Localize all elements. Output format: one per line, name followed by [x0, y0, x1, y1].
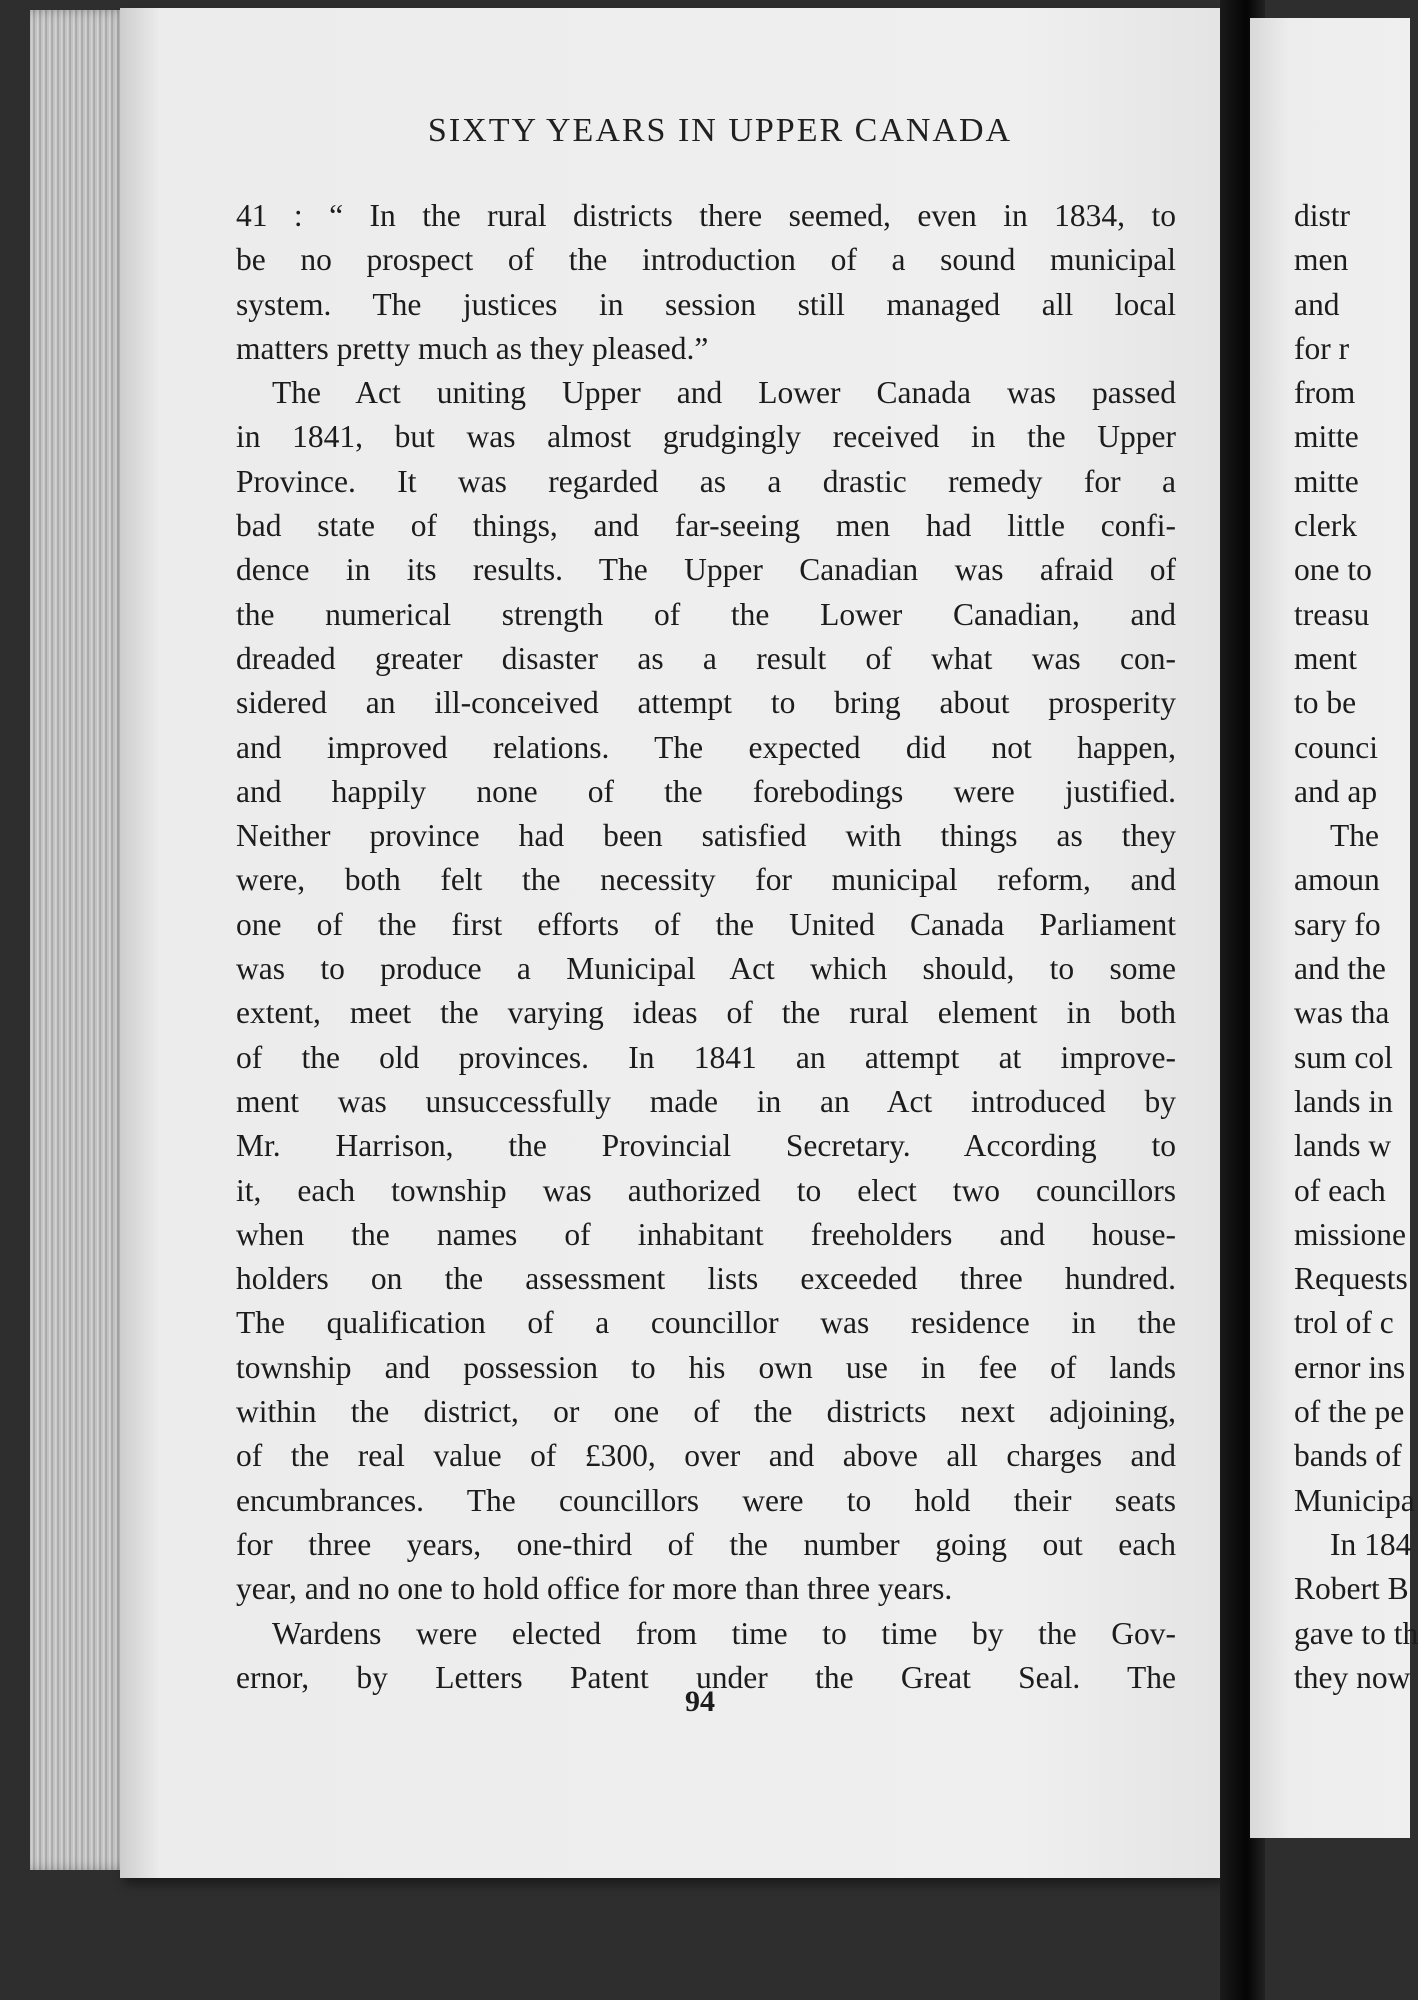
text-line: from: [1294, 375, 1356, 411]
text-line: lands w: [1294, 1128, 1392, 1164]
text-line: ernor, by Letters Patent under the Great Seal. The: [236, 1659, 1176, 1695]
text-line: were, both felt the necessity for municipal reform, and: [236, 862, 1176, 898]
text-line: sidered an ill-conceived attempt to bring about prosperity: [236, 685, 1176, 721]
text-line: sum col: [1294, 1039, 1393, 1075]
text-line: mitte: [1294, 419, 1359, 455]
running-head: SIXTY YEARS IN UPPER CANADA: [427, 112, 1013, 149]
text-line: one of the first efforts of the United Canada Parliament: [236, 906, 1176, 942]
text-line: Mr. Harrison, the Provincial Secretary. According to: [236, 1128, 1176, 1164]
text-line: ment: [1294, 640, 1357, 676]
text-line: The Act uniting Upper and Lower Canada was passed: [272, 375, 1176, 411]
text-line: In 184: [1330, 1526, 1412, 1562]
text-line: sary fo: [1294, 906, 1381, 942]
page-number: 94: [685, 1685, 715, 1718]
text-line: was to produce a Municipal Act which should, to some: [236, 951, 1176, 987]
text-line: and: [1294, 286, 1340, 322]
text-line: Robert B: [1294, 1571, 1409, 1607]
text-line: The: [1330, 818, 1379, 854]
text-line: Neither province had been satisfied with things as they: [236, 818, 1176, 854]
text-line: ment was unsuccessfully made in an Act introduced by: [236, 1083, 1176, 1119]
text-line: of the real value of £300, over and above all charges and: [236, 1438, 1176, 1474]
text-line: of the old provinces. In 1841 an attempt at improve-: [236, 1039, 1176, 1075]
text-line: missione: [1294, 1216, 1407, 1252]
text-line: within the district, or one of the districts next adjoining,: [236, 1394, 1176, 1430]
text-line: year, and no one to hold office for more than three years.: [236, 1571, 953, 1607]
text-line: The qualification of a councillor was residence in the: [236, 1305, 1176, 1341]
text-line: mitte: [1294, 463, 1359, 499]
left-page-body-text: [236, 194, 1176, 1700]
text-line: dence in its results. The Upper Canadian was afraid of: [236, 552, 1176, 588]
text-line: dreaded greater disaster as a result of what was con-: [236, 640, 1176, 676]
text-line: counci: [1294, 729, 1378, 765]
text-line: Municipa: [1294, 1482, 1415, 1518]
text-line: be no prospect of the introduction of a sound municipal: [236, 242, 1176, 278]
text-line: and the: [1294, 951, 1386, 987]
text-line: Wardens were elected from time to time by the Gov-: [272, 1615, 1176, 1651]
text-line: Province. It was regarded as a drastic remedy for a: [236, 463, 1176, 499]
text-line: system. The justices in session still managed all local: [236, 286, 1176, 322]
text-line: to be: [1294, 685, 1357, 721]
text-line: they now: [1294, 1659, 1411, 1695]
text-line: one to: [1294, 552, 1372, 588]
text-line: of each: [1294, 1172, 1386, 1208]
text-line: bands of: [1294, 1438, 1402, 1474]
text-line: ernor ins: [1294, 1349, 1406, 1385]
text-line: lands in: [1294, 1083, 1393, 1119]
text-line: trol of c: [1294, 1305, 1394, 1341]
text-line: in 1841, but was almost grudgingly received in the Upper: [236, 419, 1176, 455]
text-line: matters pretty much as they pleased.”: [236, 330, 709, 366]
text-line: holders on the assessment lists exceeded three hundred.: [236, 1261, 1176, 1297]
text-line: for three years, one-third of the number going out each: [236, 1526, 1176, 1562]
text-line: was tha: [1294, 995, 1390, 1031]
text-line: and happily none of the forebodings were justified.: [236, 773, 1176, 809]
text-line: clerk: [1294, 508, 1357, 544]
text-line: treasu: [1294, 596, 1370, 632]
text-line: the numerical strength of the Lower Canadian, and: [236, 596, 1176, 632]
text-line: township and possession to his own use in fee of lands: [236, 1349, 1176, 1385]
text-line: men: [1294, 242, 1349, 278]
text-line: it, each township was authorized to elect two councillors: [236, 1172, 1176, 1208]
text-line: gave to th: [1294, 1615, 1418, 1651]
text-line: of the pe: [1294, 1394, 1405, 1430]
text-line: distr: [1294, 198, 1351, 233]
text-line: for r: [1294, 330, 1350, 366]
text-line: 41 : “ In the rural districts there seemed, even in 1834, to: [236, 198, 1176, 233]
text-line: and ap: [1294, 773, 1378, 809]
right-page-body-text: [1294, 194, 1418, 1700]
text-line: extent, meet the varying ideas of the rural element in both: [236, 995, 1176, 1031]
text-line: when the names of inhabitant freeholders and house-: [236, 1216, 1176, 1252]
text-line: and improved relations. The expected did not happen,: [236, 729, 1176, 765]
text-line: encumbrances. The councillors were to hold their seats: [236, 1482, 1176, 1518]
text-line: bad state of things, and far-seeing men had little confi-: [236, 508, 1176, 544]
text-line: amoun: [1294, 862, 1380, 898]
text-line: Requests: [1294, 1261, 1408, 1297]
